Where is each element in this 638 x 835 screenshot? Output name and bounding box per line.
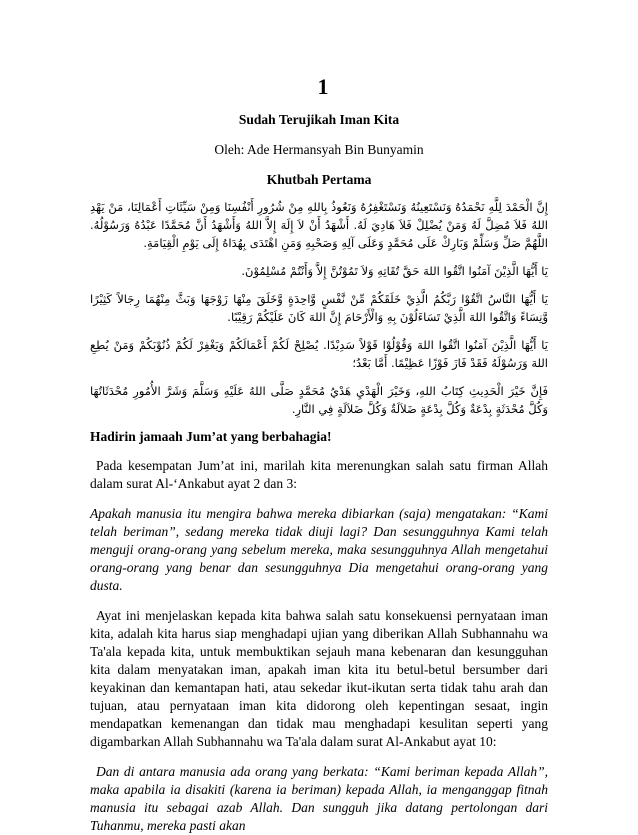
arabic-verse-2: يَا أَيُّهَا النَّاسُ اتَّقُوْا رَبَّكُمُ الَّذِيْ خَلَقَكُمْ مِّنْ نَّفْسٍ وَّاحِدَةٍ وَّخَلَقَ مِنْهَا زَوْجَهَا وَبَثَّ مِنْهُمَا رِجَالاً كَثِيْرًا وَّنِسَاءً وَاتَّقُوا اللهَ الَّذِيْ تَسَاءَلُوْنَ بِهِ وَالْأَرْحَامَ إِنَّ اللهَ كَانَ عَلَيْكُمْ رَقِيْبًا. (90, 292, 548, 324)
khutbah-title: Khutbah Pertama (266, 172, 372, 187)
quote-ankabut-2-3: Apakah manusia itu mengira bahwa mereka dibiarkan (saja) mengatakan: “Kami telah beriman”, sedang mereka tidak diuji lagi? Dan sesungguhnya Kami telah menguji orang-orang yang sebelum mereka, maka sesungguhnya Allah mengetahui orang-orang yang benar dan sesungguhnya Dia mengetahui orang-orang yang dusta. (90, 506, 548, 593)
sermon-title: Sudah Terujikah Iman Kita (238, 112, 400, 127)
arabic-closing: فَإِنَّ خَيْرَ الْحَدِيثِ كِتَابُ اللهِ، وَخَيْرَ الْهَدْيِ هَدْيُ مُحَمَّدٍ صَلَّى اللهُ عَلَيْهِ وَسَلَّمَ وَشَرَّ الأُمُورِ مُحْدَثَاتُهَا وَكُلَّ مُحْدَثَةٍ بِدْعَةٌ وَكُلَّ بِدْعَةٍ ضَلاَلَةٌ وَكُلَّ ضَلاَلَةٍ فِي النَّارِ. (90, 384, 548, 416)
paragraph-explanation: Ayat ini menjelaskan kepada kita bahwa salah satu konsekuensi pernyataan iman kita, adalah kita harus siap menghadapi ujian yang diberikan Allah Subhannahu wa Ta'ala kepada kita, untuk membuktikan sejauh mana kebenaran dan kesungguhan kita dalam menyatakan iman, apakah iman kita itu betul-betul bersumber dari keyakinan dan kemantapan hati, atau sekedar ikut-ikutan serta tidak tahu arah dan tujuan, atau pernyataan iman kita didorong oleh kepentingan sesaat, ingin mendapatkan kemenangan dan tidak mau menghadapi kesulitan seperti yang digambarkan Allah Subhannahu wa Ta'ala dalam surat Al-Ankabut ayat 10: (90, 608, 548, 749)
page-number: 1 (317, 74, 329, 99)
paragraph-intro: Pada kesempatan Jum’at ini, marilah kita merenungkan salah satu firman Allah dalam surat Al-‘Ankabut ayat 2 dan 3: (90, 458, 548, 491)
arabic-verse-3: يَا أَيُّهَا الَّذِيْنَ آمَنُوا اتَّقُوا اللهَ وَقُوْلُوْا قَوْلاً سَدِيْدًا. يُصْلِحْ لَكُمْ أَعْمَالَكُمْ وَيَغْفِرْ لَكُمْ ذُنُوْبَكُمْ وَمَنْ يُطِعِ اللهَ وَرَسُوْلَهُ فَقَدْ فَازَ فَوْزًا عَظِيْمًا. أَمَّا بَعْدُ؛ (90, 338, 548, 370)
author-line: Oleh: Ade Hermansyah Bin Bunyamin (214, 142, 424, 157)
greeting-heading: Hadirin jamaah Jum’at yang berbahagia! (90, 429, 332, 444)
quote-ankabut-10: Dan di antara manusia ada orang yang berkata: “Kami beriman kepada Allah”, maka apabila ia disakiti (karena ia beriman) kepada Allah, ia menganggap fitnah manusia itu sebagai azab Allah. Dan sungguh jika datang pertolongan dari Tuhanmu, mereka pasti akan (90, 764, 548, 833)
arabic-verse-1: يَا أَيُّهَا الَّذِيْنَ آمَنُوا اتَّقُوا اللهَ حَقَّ تُقَاتِهِ وَلاَ تَمُوْتُنَّ إِلاَّ وَأَنْتُمْ مُسْلِمُوْنَ. (241, 264, 548, 278)
arabic-opening: إِنَّ الْحَمْدَ لِلَّهِ نَحْمَدُهُ وَنَسْتَعِينُهُ وَنَسْتَغْفِرُهُ وَنَعُوذُ بِاللهِ مِنْ شُرُورِ أَنْفُسِنَا وَمِنْ سَيِّئَاتِ أَعْمَالِنَا، مَنْ يَهْدِ اللهُ فَلاَ مُضِلَّ لَهُ وَمَنْ يُضْلِلْ فَلاَ هَادِيَ لَهُ. أَشْهَدُ أَنْ لاَ إِلَهَ إِلاَّ اللهُ وَأَشْهَدُ أَنَّ مُحَمَّدًا عَبْدُهُ وَرَسُوْلُهُ. اللَّهُمَّ صَلِّ وَسَلِّمْ وَبَارِكْ عَلَى مُحَمَّدٍ وَعَلَى آلِهِ وَصَحْبِهِ وَمَنِ اهْتَدَى بِهُدَاهُ إِلَى يَوْمِ الْقِيَامَةِ. (90, 200, 548, 250)
